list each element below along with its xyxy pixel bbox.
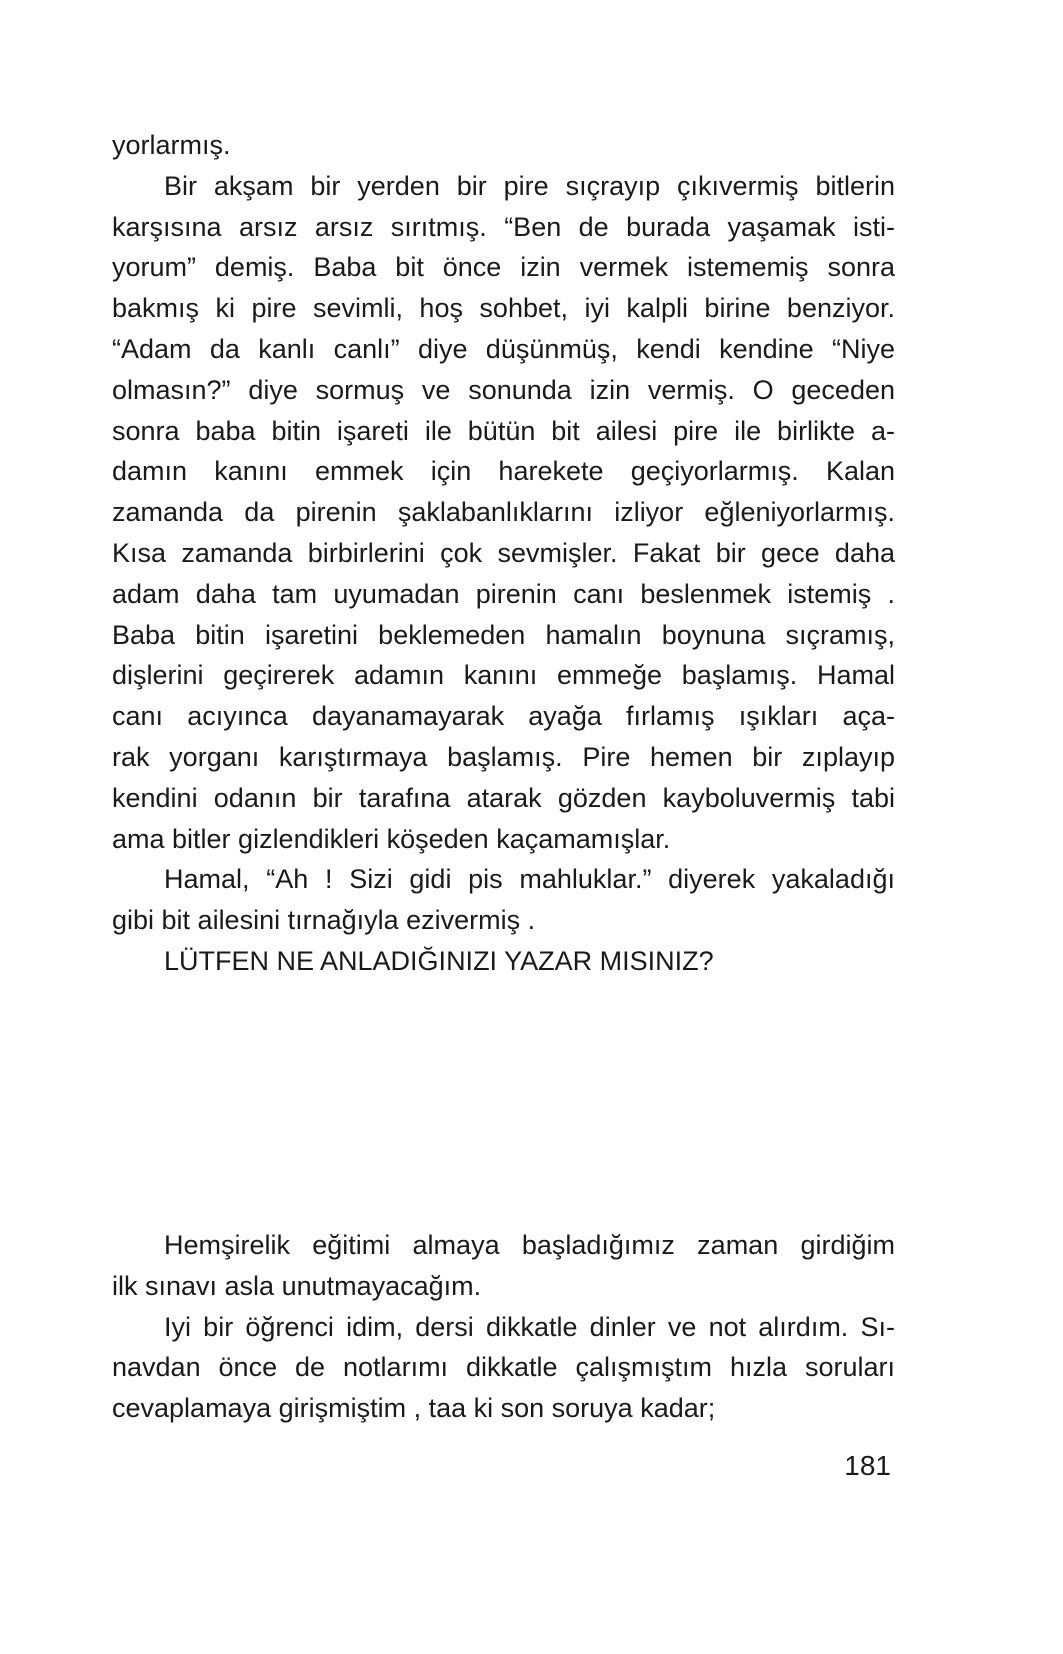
text-line: ilk sınavı asla unutmayacağım. bbox=[112, 1270, 482, 1301]
text-line: navdan önce de notlarımı dikkatle çalışmıştım hızla soruları bbox=[112, 1352, 895, 1383]
text-line: kendini odanın bir tarafına atarak gözden kayboluvermiş tabi bbox=[112, 782, 895, 813]
text-line: sonra baba bitin işareti ile bütün bit ailesi pire ile birlikte a- bbox=[112, 415, 895, 446]
question-line: LÜTFEN NE ANLADIĞINIZI YAZAR MISINIZ? bbox=[164, 945, 714, 976]
text-line: olmasın?” diye sormuş ve sonunda izin vermiş. O geceden bbox=[112, 374, 895, 405]
text-line: karşısına arsız arsız sırıtmış. “Ben de burada yaşamak isti- bbox=[112, 211, 895, 242]
text-line: Kısa zamanda birbirlerini çok sevmişler. Fakat bir gece daha bbox=[112, 537, 895, 568]
page-number: 181 bbox=[844, 1450, 891, 1481]
text-line: Bir akşam bir yerden bir pire sıçrayıp çıkıvermiş bitlerin bbox=[164, 170, 895, 201]
text-line: ama bitler gizlendikleri köşeden kaçamamışlar. bbox=[112, 823, 671, 854]
text-line: dişlerini geçirerek adamın kanını emmeğe başlamış. Hamal bbox=[112, 660, 895, 691]
text-line: Hamal, “Ah ! Sizi gidi pis mahluklar.” diyerek yakaladığı bbox=[164, 864, 895, 895]
text-line: bakmış ki pire sevimli, hoş sohbet, iyi kalpli birine benziyor. bbox=[112, 293, 895, 324]
text-line: yorlarmış. bbox=[112, 130, 231, 160]
text-line: adam daha tam uyumadan pirenin canı beslenmek istemiş . bbox=[112, 578, 895, 609]
text-line: cevaplamaya girişmiştim , taa ki son soruya kadar; bbox=[112, 1393, 716, 1424]
next-story-text bbox=[112, 1225, 895, 1429]
text-line: “Adam da kanlı canlı” diye düşünmüş, kendi kendine “Niye bbox=[112, 333, 895, 364]
text-line: damın kanını emmek için harekete geçiyorlarmış. Kalan bbox=[112, 456, 895, 487]
text-line: yorum” demiş. Baba bit önce izin vermek istememiş sonra bbox=[112, 252, 895, 283]
text-line: rak yorganı karıştırmaya başlamış. Pire hemen bir zıplayıp bbox=[112, 741, 895, 772]
text-line: gibi bit ailesini tırnağıyla ezivermiş . bbox=[112, 905, 536, 936]
text-line: Baba bitin işaretini beklemeden hamalın boynuna sıçramış, bbox=[112, 619, 895, 650]
story-text bbox=[112, 125, 895, 982]
text-line: canı acıyınca dayanamayarak ayağa fırlamış ışıkları aça- bbox=[112, 701, 895, 732]
text-line: Iyi bir öğrenci idim, dersi dikkatle dinler ve not alırdım. Sı- bbox=[164, 1311, 895, 1342]
text-line: Hemşirelik eğitimi almaya başladığımız zaman girdiğim bbox=[164, 1230, 895, 1260]
text-line: zamanda da pirenin şaklabanlıklarını izliyor eğleniyorlarmış. bbox=[112, 497, 895, 528]
